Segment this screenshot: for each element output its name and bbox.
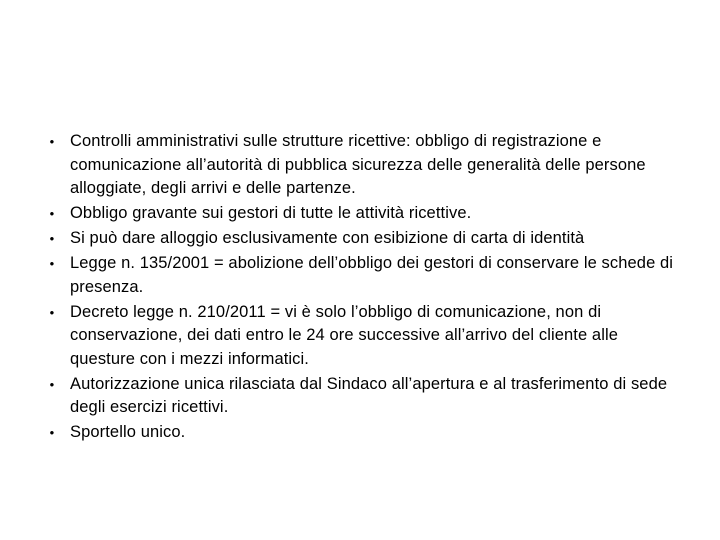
bullet-icon: • (49, 376, 55, 392)
bullet-item-identity (46, 227, 676, 251)
bullet-item-sportello (46, 421, 676, 445)
bullet-icon: • (49, 231, 55, 246)
bullet-text: Si può dare alloggio esclusivamente con esibizione di carta di identità (70, 229, 585, 247)
bullet-item-decree-2011 (46, 301, 676, 372)
bullet-text: Controlli amministrativi sulle strutture ricettive: obbligo di registrazione e comunicazione all’autorità di pubblica sicurezza delle generalità delle persone alloggiate, degli arrivi e delle partenze. (70, 132, 646, 197)
bullet-item-registration (46, 130, 676, 201)
bullet-icon: • (49, 256, 55, 271)
bullet-icon: • (49, 134, 55, 149)
bullet-text: Obbligo gravante sui gestori di tutte le attività ricettive. (70, 204, 472, 222)
bullet-icon: • (49, 425, 55, 440)
bullet-text: Sportello unico. (70, 423, 186, 441)
bullet-item-authorization (46, 373, 676, 420)
bullet-icon: • (49, 206, 55, 221)
slide-content (46, 130, 676, 446)
bullet-list (46, 130, 676, 445)
bullet-text: Legge n. 135/2001 = abolizione dell’obbligo dei gestori di conservare le schede di presenza. (70, 254, 674, 296)
bullet-text: Autorizzazione unica rilasciata dal Sindaco all’apertura e al trasferimento di sede degli esercizi ricettivi. (70, 374, 668, 416)
bullet-text: Decreto legge n. 210/2011 = vi è solo l’obbligo di comunicazione, non di conservazione, dei dati entro le 24 ore successive all’arrivo del cliente alle questure con i mezzi informatici. (70, 302, 619, 368)
bullet-item-law-2001 (46, 252, 676, 299)
bullet-icon: • (49, 304, 55, 320)
bullet-item-obligation (46, 202, 676, 226)
